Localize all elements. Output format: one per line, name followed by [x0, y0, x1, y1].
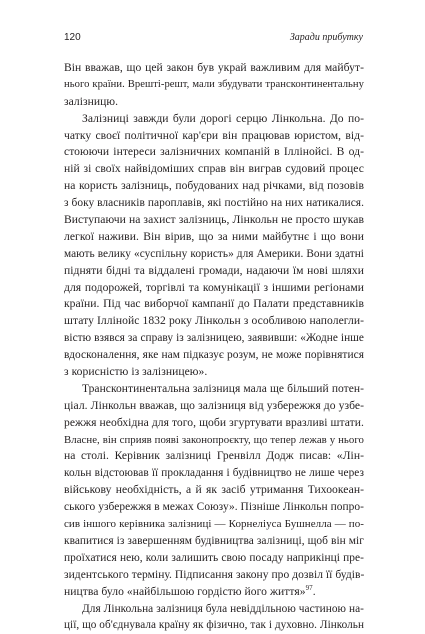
text-line	[64, 161, 364, 178]
line-text: Трансконтинентальна залізниця мала ще більший потен-	[82, 382, 364, 395]
body-text	[64, 60, 364, 634]
line-text: ціал. Лінкольн вважав, що залізниця від узбережжя до узбе-	[64, 398, 364, 412]
text-line	[64, 280, 364, 297]
line-text: зидентського терміну. Підписання закону про дозвіл її будів-	[64, 568, 365, 581]
line-text: на користь залізниць, побудованих над річками, від позовів	[64, 179, 364, 193]
line-text: нього країни. Врешті-решт, мали збудувати трансконтинентальну	[64, 78, 364, 90]
line-text: Власне, він сприяв появі законопроєкту, що тепер лежав у нього	[64, 433, 364, 446]
line-text: ського узбережжя в межах Союзу». Пізніше Лінкольн попро-	[64, 501, 364, 514]
line-text: проїхатися нею, коли залишить свою посаду наприкінці пре-	[64, 551, 364, 564]
line-text: ництва було «найбільшою гордістю його життя»	[64, 584, 306, 598]
text-line	[64, 584, 364, 601]
line-text: вдосконалення, яке нам підказує розум, не може порівнятися	[64, 349, 364, 362]
line-text: Для Лінкольна залізниця була невіддільною частиною на-	[82, 602, 364, 615]
line-text: з корисністю із залізницею».	[64, 365, 208, 379]
line-text: на столі. Керівник залізниці Гренвілл Додж писав: «Лін-	[64, 449, 364, 463]
text-line	[64, 499, 364, 516]
line-text: Виступаючи на захист залізниць, Лінкольн не просто шукав	[64, 213, 364, 227]
text-line	[64, 128, 364, 145]
text-line	[64, 94, 364, 111]
text-line	[64, 381, 364, 398]
text-line	[64, 567, 364, 584]
text-line	[64, 347, 364, 364]
text-line	[64, 448, 364, 465]
text-line	[64, 465, 364, 482]
text-line	[64, 263, 364, 280]
text-line	[64, 601, 364, 618]
text-line	[64, 516, 364, 533]
line-text: з боку власників пароплавів, які постійно на них натикалися.	[64, 197, 364, 210]
text-line	[64, 533, 364, 550]
running-title: Заради прибутку	[289, 32, 363, 43]
line-text: сив іншого керівника залізниці — Корнеліуса Бушнелла — по-	[64, 518, 364, 531]
text-line	[64, 212, 364, 229]
line-text: стоюючи інтереси залізничних компаній в Іллінойсі. В од-	[64, 145, 364, 159]
text-line	[64, 415, 364, 432]
running-head	[64, 32, 363, 48]
line-text: ції, що об'єднувала країну як фізично, так і духовно. Лінкольн	[64, 619, 364, 632]
line-text: військову необхідність, а й як засіб утримання Тихоокеан-	[64, 483, 364, 497]
line-text: Він вважав, що цей закон був украй важливим для майбут-	[64, 61, 364, 74]
text-line	[64, 144, 364, 161]
line-text: кольн відстоював її прокладання і будівництво не лише через	[64, 467, 364, 480]
line-text: режжя необхідна для того, щоби згуртувати вразливі штати.	[64, 415, 364, 429]
line-text: штату Іллінойс 1832 року Лінкольн з особливою наполегли-	[64, 314, 364, 328]
text-line	[64, 364, 364, 381]
text-line	[64, 432, 364, 449]
line-text: мають велику «суспільну користь» для Америки. Вони здатні	[64, 247, 364, 260]
line-text: Залізниці завжди були дорогі серцю Лінкольна. До по-	[82, 111, 364, 125]
text-line	[64, 195, 364, 212]
text-line	[64, 330, 364, 347]
text-line	[64, 398, 364, 415]
text-line	[64, 296, 364, 313]
line-text: для подорожей, торгівлі та комунікації з іншими регіонами	[64, 280, 364, 294]
text-line	[64, 246, 364, 263]
text-line	[64, 111, 364, 128]
text-line	[64, 77, 364, 94]
line-text: ній зі своїх найвідоміших справ він виграв судовий процес	[64, 162, 364, 176]
line-text: залізницю.	[64, 94, 119, 108]
line-text: країни. Під час виборчої кампанії до Палати представників	[64, 297, 364, 311]
line-text: чатку своєї політичної кар'єри він працював юристом, від-	[64, 128, 364, 142]
line-text: вістю взявся за справу із залізницею, заявивши: «Жодне інше	[64, 332, 364, 345]
text-line	[64, 550, 364, 567]
line-text: легкої наживи. Він вірив, що за ними майбутнє і що вони	[64, 229, 364, 243]
text-line	[64, 229, 364, 246]
text-line	[64, 178, 364, 195]
text-line	[64, 482, 364, 499]
line-text: квапитися із завершенням будівництва залізниці, щоб він міг	[64, 534, 364, 547]
page-number: 120	[64, 32, 81, 43]
footnote-marker[interactable]: 97	[305, 583, 313, 592]
text-line	[64, 617, 364, 634]
text-line	[64, 60, 364, 77]
text-line	[64, 313, 364, 330]
line-text: підняти бідні та віддалені громади, надаючи їм нові шляхи	[64, 263, 364, 277]
line-tail: .	[312, 584, 316, 598]
